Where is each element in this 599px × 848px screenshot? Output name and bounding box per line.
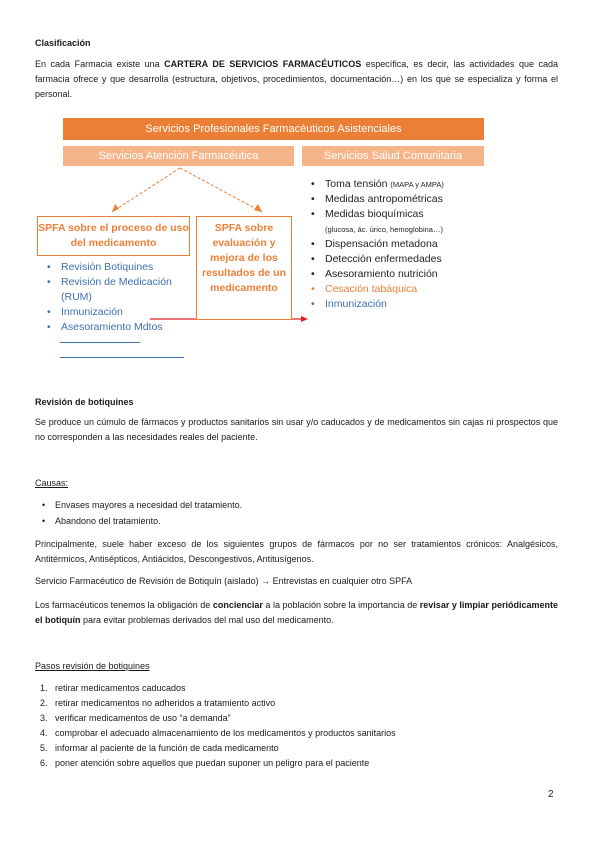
list-item: 5. informar al paciente de la función de cada medicamento	[40, 743, 279, 753]
pasos-title: Pasos revisión de botiquines	[35, 661, 150, 671]
causas-title: Causas:	[35, 478, 69, 488]
list-item: 3. verificar medicamentos de uso “a demanda”	[40, 713, 231, 723]
paragraph-servicio: Servicio Farmacéutico de Revisión de Botiquín (aislado) → Entrevistas en cualquier otro SPFA	[35, 576, 413, 586]
diagram-left-bar: Servicios Atención Farmacéutica	[63, 146, 294, 166]
paragraph-exceso: Principalmente, suele haber exceso de los siguientes grupos de fármacos por no ser tratamientos crónicos: Analgésicos, Antitérmicos, Antisépticos, Antiácidos, Descongestivos, Antitusígenos.	[35, 539, 558, 564]
left-services-list	[47, 260, 197, 335]
list-item: • Inmunización	[311, 297, 511, 312]
list-item: • Medidas bioquímicas (glucosa, ác. úrico, hemoglobina…)	[311, 207, 511, 237]
list-item: • Asesoramiento Mdtos	[47, 320, 197, 335]
diagram-right-bar: Servicios Salud Comunitaria	[302, 146, 484, 166]
intro-text-post: específica, es decir, las actividades que cada farmacia ofrece y que desarrolla (estructura, objetivos, procedimientos, documentación…) en los que se especializa y forma el personal.	[35, 59, 558, 99]
list-item: • Medidas antropométricas	[311, 192, 511, 207]
list-item: • Toma tensión (MAPA y AMPA)	[311, 177, 511, 192]
list-item: 6. poner atención sobre aquellos que puedan suponer un peligro para el paciente	[40, 758, 370, 768]
diagram-top-bar: Servicios Profesionales Farmacéuticos Asistenciales	[63, 118, 484, 140]
section-heading-revision: Revisión de botiquines	[35, 397, 134, 407]
box-spfa-evaluacion: SPFA sobre evaluación y mejora de los resultados de un medicamento	[196, 216, 292, 320]
right-services-list	[311, 177, 511, 312]
list-item: • Dispensación metadona	[311, 237, 511, 252]
list-item: • Envases mayores a necesidad del tratamiento.	[55, 498, 242, 513]
strike-line	[60, 357, 184, 358]
list-item: 4. comprobar el adecuado almacenamiento de los medicamentos y productos sanitarios	[40, 728, 396, 738]
list-item: 2. retirar medicamentos no adheridos a tratamiento activo	[40, 698, 276, 708]
list-item: • Asesoramiento nutrición	[311, 267, 511, 282]
paragraph-obligacion: Los farmacéuticos tenemos la obligación de concienciar a la población sobre la importancia de revisar y limpiar periódicamente el botiquín para evitar problemas derivados del mal uso del medicamento.	[35, 600, 558, 625]
box-spfa-proceso: SPFA sobre el proceso de uso del medicamento	[37, 216, 190, 256]
list-item: 1. retirar medicamentos caducados	[40, 683, 186, 693]
list-item: • Abandono del tratamiento.	[55, 514, 161, 529]
intro-text-bold: CARTERA DE SERVICIOS FARMACÉUTICOS	[164, 59, 362, 69]
list-item: • Inmunización	[47, 305, 197, 320]
paragraph-cumulo: Se produce un cúmulo de fármacos y productos sanitarios sin usar y/o caducados y de medicamentos sin cajas ni prospectos que no corresponden a las necesidades reales del paciente.	[35, 417, 558, 442]
strike-line	[60, 342, 140, 343]
list-item: • Revisión de Medicación (RUM)	[47, 275, 197, 305]
list-item: • Revisión Botiquines	[47, 260, 197, 275]
list-item: • Detección enfermedades	[311, 252, 511, 267]
list-item: • Cesación tabáquica	[311, 282, 511, 297]
section-heading-clasificacion: Clasificación	[35, 38, 91, 48]
page-number: 2	[548, 789, 554, 800]
intro-text-pre: En cada Farmacia existe una	[35, 59, 165, 69]
